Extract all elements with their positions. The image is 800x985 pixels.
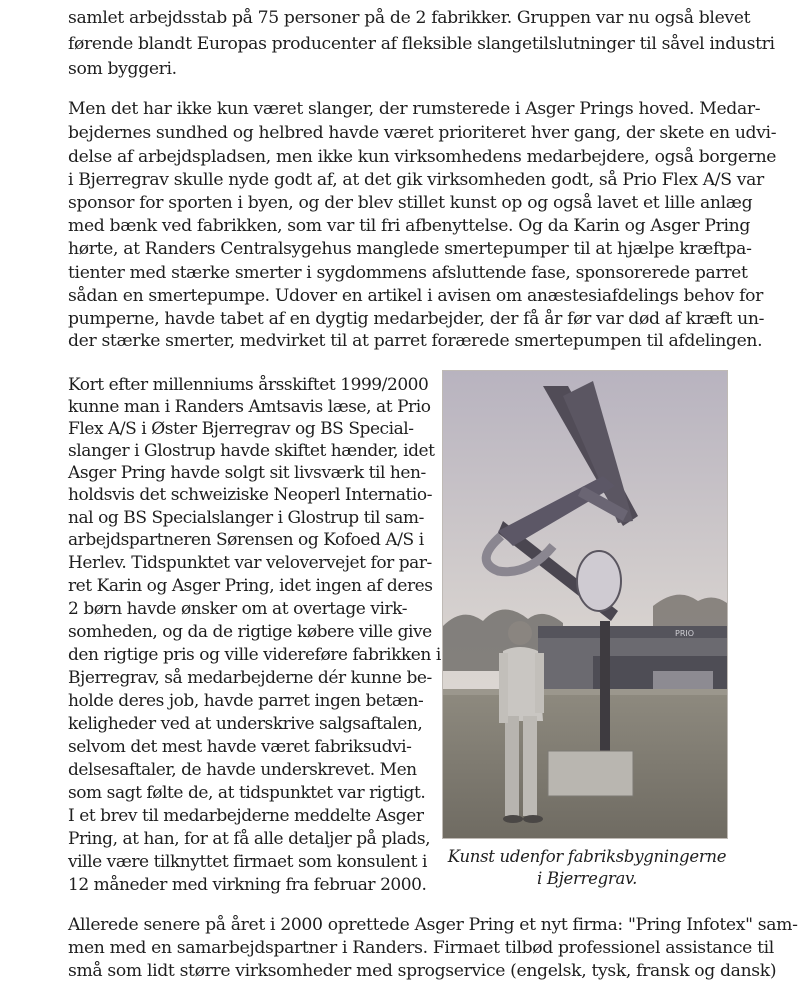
text-line: holdsvis det schweiziske Neoperl Internatio-	[68, 485, 432, 505]
photo-caption-line: Kunst udenfor fabriksbygningerne	[447, 847, 727, 866]
text-line: 12 måneder med virkning fra februar 2000.	[68, 875, 427, 895]
text-line: I et brev til medarbejderne meddelte Asger	[68, 806, 424, 826]
text-line: Men det har ikke kun været slanger, der rumsterede i Asger Prings hoved. Medar-	[68, 99, 761, 119]
text-line: selvom det mest havde været fabriksudvi-	[68, 737, 412, 757]
text-line: hørte, at Randers Centralsygehus manglede smertepumper til at hjælpe kræftpa-	[68, 239, 752, 259]
text-line: Bjerregrav, så medarbejderne dér kunne be-	[68, 668, 432, 688]
text-line: kunne man i Randers Amtsavis læse, at Prio	[68, 397, 431, 417]
photo-caption-line: i Bjerregrav.	[536, 869, 638, 888]
text-line: der stærke smerter, medvirket til at parret forærede smertepumpen til afdelingen.	[68, 331, 763, 351]
text-line: Allerede senere på året i 2000 oprettede Asger Pring et nyt firma: "Pring Infotex" sam-	[68, 915, 798, 935]
text-line: holde deres job, havde parret ingen betæn-	[68, 691, 424, 711]
text-line: nal og BS Specialslanger i Glostrup til sam-	[68, 508, 424, 528]
text-line: slanger i Glostrup havde skiftet hænder, idet	[68, 441, 435, 461]
text-line: førende blandt Europas producenter af fleksible slangetilslutninger til såvel industri	[68, 34, 775, 54]
text-line: keligheder ved at underskrive salgsaftalen,	[68, 714, 423, 734]
building-sign: PRIO	[675, 629, 695, 638]
text-line: Pring, at han, for at få alle detaljer på plads,	[68, 829, 431, 849]
text-line: somheden, og da de rigtige købere ville give	[68, 622, 432, 642]
text-line: sådan en smertepumpe. Udover en artikel i avisen om anæstesiafdelings behov for	[68, 286, 764, 306]
text-line: Flex A/S i Øster Bjerregrav og BS Special-	[68, 419, 414, 439]
text-line: som byggeri.	[68, 59, 177, 79]
text-line: små som lidt større virksomheder med sprogservice (engelsk, tysk, fransk og dansk)	[68, 961, 777, 981]
text-line: Herlev. Tidspunktet var velovervejet for par-	[68, 553, 432, 573]
text-line: men med en samarbejdspartner i Randers. Firmaet tilbød professionel assistance til	[68, 938, 774, 958]
text-line: samlet arbejdsstab på 75 personer på de 2 fabrikker. Gruppen var nu også blevet	[68, 8, 751, 28]
text-line: delse af arbejdspladsen, men ikke kun virksomhedens medarbejdere, også borgerne	[68, 147, 777, 167]
text-line: tienter med stærke smerter i sygdommens afsluttende fase, sponsorerede parret	[68, 263, 748, 283]
text-line: som sagt følte de, at tidspunktet var rigtigt.	[68, 783, 426, 803]
text-line: Kort efter millenniums årsskiftet 1999/2000	[68, 375, 429, 395]
text-line: 2 børn havde ønsker om at overtage virk-	[68, 599, 408, 619]
sculpture-photo	[442, 370, 728, 839]
text-line: i Bjerregrav skulle nyde godt af, at det gik virksomheden godt, så Prio Flex A/S var	[68, 170, 764, 190]
text-line: den rigtige pris og ville videreføre fabrikken i	[68, 645, 441, 665]
text-line: sponsor for sporten i byen, og der blev stillet kunst op og også lavet et lille anlæg	[68, 193, 753, 213]
text-line: delsesaftaler, de havde underskrevet. Men	[68, 760, 417, 780]
text-line: bejdernes sundhed og helbred havde været prioriteret hver gang, der skete en udvi-	[68, 123, 777, 143]
text-line: pumperne, havde tabet af en dygtig medarbejder, der få år før var død af kræft un-	[68, 309, 765, 329]
text-line: ret Karin og Asger Pring, idet ingen af deres	[68, 576, 433, 596]
text-line: Asger Pring havde solgt sit livsværk til hen-	[68, 463, 426, 483]
text-line: med bænk ved fabrikken, som var til fri afbenyttelse. Og da Karin og Asger Pring	[68, 216, 750, 236]
text-line: arbejdspartneren Sørensen og Kofoed A/S i	[68, 530, 424, 550]
text-line: ville være tilknyttet firmaet som konsulent i	[68, 852, 427, 872]
